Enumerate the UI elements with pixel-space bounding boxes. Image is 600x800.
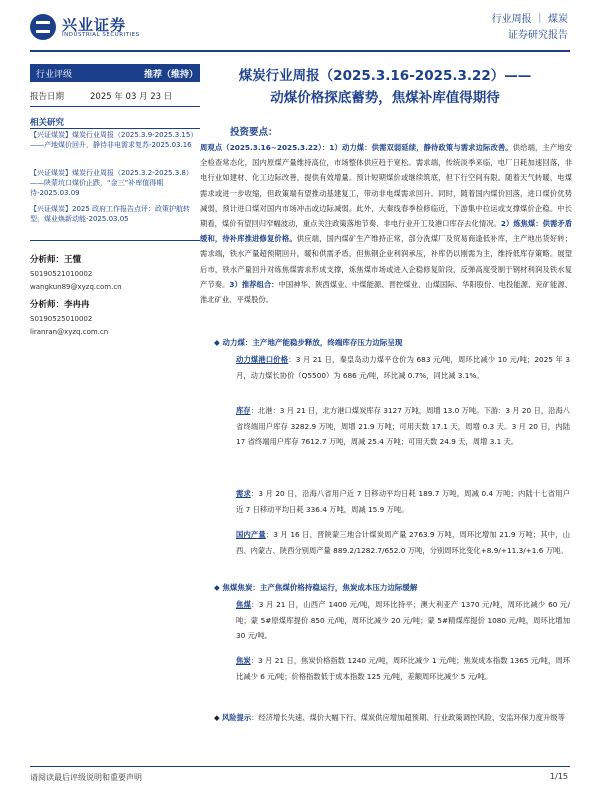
related-research-title: 相关研究 [30,118,65,128]
thermal-item: 动力煤港口价格：3 月 21 日，秦皇岛动力煤平仓价为 683 元/吨，周环比减少 10 元/吨；2025 年 3 月，动力煤长协价（Q5500）为 686 元/吨，环比减 0.7%，同比减 3.1%。 [236,355,570,380]
key-points-title: 投资要点： [230,127,278,138]
left-divider [30,128,200,129]
analyst-email[interactable]: wangkun89@xyzq.com.cn [30,283,122,291]
p2-lead: 2）炼焦煤：供需矛盾缓和，待补库推进修复价格。 [200,219,572,244]
risk-warning: ◆ 风险提示：经济增长失速、煤价大幅下行、煤炭供应增加超预期、行业政策调控风险、安监环保力度升级等 [214,713,565,722]
coking-item: 焦煤：3 月 21 日，山西产 1400 元/吨，周环比持平；澳大利亚产 1370 元/吨，周环比减少 60 元/吨；蒙 5#原煤库提价 850 元/吨，周环比减少 20 元/吨；蒙 5#精煤库提价 1080 元/吨，周环比增加 30 元/吨。 [236,600,571,640]
coking-coal-bullet: ◆ 焦煤焦炭：主产焦煤价格持稳运行，焦炭成本压力边际缓解 [214,583,418,592]
p1-lead: 周观点（2025.3.16~2025.3.22）：1）动力煤：供需双弱延续，静待政策与需求边际改善。 [200,143,513,152]
footer-divider [30,766,570,767]
thermal-item: 需求：3 月 20 日，沿海八省用户近 7 日移动平均日耗 189.7 万吨，周减 0.4 万吨；内陆十七省用户近 7 日移动平均日耗 336.4 万吨，周减 15.9 万吨。 [236,489,571,514]
p3-text: 中国神华、陕西煤业、中煤能源、晋控煤业、山煤国际、华阳股份、电投能源、兖矿能源、淮北矿业、平煤股份。 [200,279,573,305]
weekly-view-paragraph [200,140,572,307]
left-divider [30,240,200,241]
left-divider [30,106,200,107]
analyst-name: 分析师：李冉冉 [30,300,90,310]
company-name: 兴业证券 [62,16,127,34]
analyst-cert: S0190525010002 [30,315,93,323]
related-research-link[interactable]: 【兴证煤炭】2025 政府工作报告点评：政策护航转型，煤业焕新动能-2025.03.05 [30,205,191,224]
p2-text: 供应端，国内煤矿生产维持正常，部分洗煤厂及贸易商逢低补库，主产地出货好转；需求端，铁水产量超预期回升，暖和供需矛盾，但焦钢企业利润承压，补库仍以刚需为主，维持低库存策略。展望后市，铁水产量回升对炼焦煤需求形成支撑，炼焦煤市场或进入企稳修复阶段，反弹高度受制于钢材利润及铁水复产节奏。 [200,234,573,289]
date-label: 报告日期 [30,92,65,102]
company-name-en: INDUSTRIAL SECURITIES [62,32,140,38]
coking-item: 焦炭：3 月 21 日，焦炭价格指数 1240 元/吨，周环比减少 1 元/吨；焦炭成本指数 1365 元/吨，周环比减少 6 元/吨；价格指数低于成本指数 125 元/吨，差额周环比减少 5 元/吨。 [236,656,570,681]
footer-disclaimer-link[interactable]: 请阅读最后评级说明和重要声明 [30,773,142,782]
thermal-item: 库存：北港：3 月 21 日，北方港口煤炭库存 3127 万吨，周增 13.0 万吨。下游：3 月 20 日，沿海八省终端用户库存 3282.9 万吨，周增 21.9 万吨；可用天数 17.1 天，周增 0.3 天。3 月 20 日，内陆 17 省终端用户库存 7612.7 万吨，周减 25.4 万吨；可用天数 24.9 天，周增 3.1 天。 [236,406,571,446]
rating-box [30,64,200,82]
report-date-row [30,90,200,102]
header-divider [30,50,570,52]
analyst-name: 分析师：王懂 [30,255,82,265]
report-title-line2: 动煤价格探底蓄势，焦煤补库值得期待 [270,90,500,106]
thermal-item: 国内产量：3 月 16 日，晋陕蒙三地合计煤炭周产量 2763.9 万吨，周环比增加 21.9 万吨；其中，山西、内蒙古、陕西分别周产量 889.2/1282.7/652.0 万吨，分别周环比变化+8.9/+11.3/+1.6 万吨。 [236,530,570,555]
p3-lead: 3）推荐组合： [229,279,279,289]
rating-label: 行业评级 [36,69,73,80]
analyst-cert: S0190521010002 [30,270,93,278]
rating-value: 推荐（维持） [143,69,198,80]
report-type: 证券研究报告 [508,30,568,41]
company-logo-icon [30,14,56,40]
related-research-link[interactable]: 【兴证煤炭】煤炭行业周报（2025.3.2-2025.3.8）——陕蒙坑口煤价止跌，“金三”补库值得期待-2025.03.09 [30,169,193,198]
report-title-line1: 煤炭行业周报（2025.3.16-2025.3.22）—— [238,68,532,84]
related-research-link[interactable]: 【兴证煤炭】煤炭行业周报（2025.3.9-2025.3.15）——产地煤价回升，静待非电需求复苏-2025.03.16 [30,131,198,150]
date-value: 2025 年 03 月 23 日 [90,92,173,102]
p1-text: 供给端，主产地安全检查常态化，国内原煤产量维持高位，市场整体供应趋于宽松。需求端，传统淡季来临，电厂日耗加速回落，非电行业如建材、化工边际改善，提供有效增量。预计短期煤价或继续筑底，但下行空间有限。随着天气转暖，电煤需求或进一步收缩，但政策端有望推动基建复工，带动非电煤需求回升。同时，随着国内煤价回落，进口煤价优势减弱，预计进口煤对国内市场冲击或边际减弱。此外，大秦线春季检修临近，下游集中拉运或支撑煤价企稳。中长期看，煤价有望回归窄幅波动，重点关注政策落地节奏、非电行业开工及港口库存去化情况。 [200,143,572,229]
thermal-coal-bullet: ◆ 动力煤：主产地产能稳步释放，终端库存压力边际呈现 [214,338,403,347]
report-category: 行业周报 ｜ 煤炭 [491,14,568,25]
page-number: 1/15 [550,772,568,781]
analyst-email[interactable]: liranran@xyzq.com.cn [30,328,109,336]
